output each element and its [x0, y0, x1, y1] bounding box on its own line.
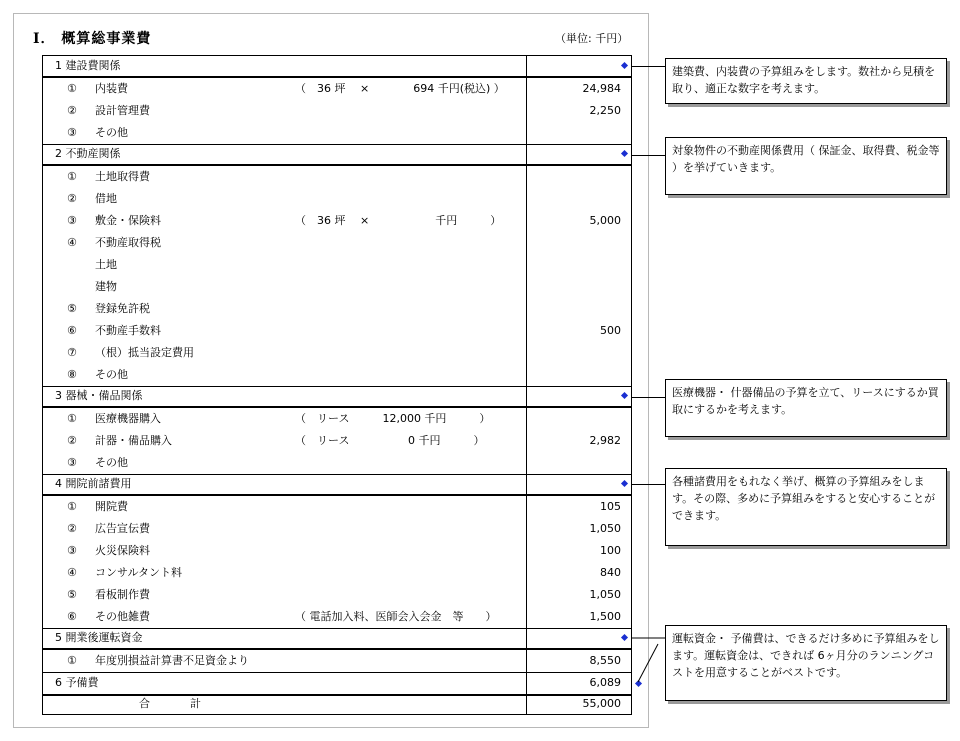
- item-number: ③: [67, 126, 77, 139]
- table-row: [43, 540, 631, 562]
- item-label: 登録免許税: [95, 302, 150, 315]
- item-amount: 1,050: [589, 588, 621, 601]
- item-detail: （ 電話加入料、医師会入会金 等 ）: [295, 610, 497, 623]
- item-number: ⑥: [67, 324, 77, 337]
- section-header: [43, 628, 631, 648]
- item-number: ③: [67, 214, 77, 227]
- table-row: [43, 78, 631, 100]
- note-working-capital: 運転資金・ 予備費は、できるだけ多めに予算組みをします。運転資金は、できれば 6ヶ月分のランニングコストを用意することがベストです。: [665, 625, 947, 701]
- note-connector: [632, 66, 665, 67]
- item-label: 計器・備品購入: [95, 434, 172, 447]
- item-label: 土地: [95, 258, 117, 271]
- table-row: [43, 452, 631, 474]
- item-label: 内装費: [95, 82, 128, 95]
- item-label: 借地: [95, 192, 117, 205]
- item-number: ④: [67, 566, 77, 579]
- item-amount: 840: [600, 566, 621, 579]
- item-number: ②: [67, 192, 77, 205]
- item-label: 建物: [95, 280, 117, 293]
- item-label: 開院費: [95, 500, 128, 513]
- table-row: [43, 562, 631, 584]
- unit-label: （単位: 千円）: [555, 32, 629, 45]
- item-label: 不動産手数料: [95, 324, 161, 337]
- total-amount: 55,000: [582, 697, 621, 710]
- total-row: [43, 693, 631, 715]
- table-row: [43, 166, 631, 188]
- item-number: ①: [67, 500, 77, 513]
- table-row: [43, 606, 631, 628]
- item-amount: 5,000: [589, 214, 621, 227]
- item-amount: 24,984: [582, 82, 621, 95]
- item-number: ③: [67, 544, 77, 557]
- item-label: その他: [95, 126, 128, 139]
- table-row: [43, 496, 631, 518]
- item-label: 医療機器購入: [95, 412, 161, 425]
- item-number: ①: [67, 170, 77, 183]
- note-connector: [632, 155, 665, 156]
- reserve-amount: 6,089: [589, 676, 621, 689]
- item-detail: （ リース 12,000 千円 ）: [295, 412, 491, 425]
- note-real-estate: 対象物件の不動産関係費用（ 保証金、取得費、税金等 ）を挙げていきます。: [665, 137, 947, 195]
- item-number: ②: [67, 434, 77, 447]
- item-amount: 105: [600, 500, 621, 513]
- note-construction: 建築費、内装費の予算組みをします。数社から見積を取り、適正な数字を考えます。: [665, 58, 947, 104]
- item-number: ⑤: [67, 302, 77, 315]
- item-number: ⑤: [67, 588, 77, 601]
- section-label: 5 開業後運転資金: [55, 631, 143, 644]
- table-row: [43, 584, 631, 606]
- table-row: [43, 298, 631, 320]
- table-row: [43, 364, 631, 386]
- section-header: [43, 386, 631, 406]
- item-label: 火災保険料: [95, 544, 150, 557]
- item-label: 看板制作費: [95, 588, 150, 601]
- table-row: [43, 254, 631, 276]
- table-row: [43, 188, 631, 210]
- item-detail: （ リース 0 千円 ）: [295, 434, 485, 447]
- item-amount: 1,050: [589, 522, 621, 535]
- item-label: （根）抵当設定費用: [95, 346, 194, 359]
- reserve-label: 6 予備費: [55, 676, 99, 689]
- note-connector: [632, 484, 665, 485]
- item-amount: 1,500: [589, 610, 621, 623]
- item-number: ⑥: [67, 610, 77, 623]
- item-label: その他: [95, 368, 128, 381]
- section-header: [43, 56, 631, 76]
- section-header: [43, 144, 631, 164]
- note-connector: [632, 397, 665, 398]
- item-number: ③: [67, 456, 77, 469]
- table-row: [43, 232, 631, 254]
- section-label: 4 開院前諸費用: [55, 477, 132, 490]
- table-row: [43, 518, 631, 540]
- page-title: Ⅰ． 概算総事業費: [33, 31, 152, 47]
- table-row: [43, 430, 631, 452]
- table-row: [43, 100, 631, 122]
- item-amount: 2,982: [589, 434, 621, 447]
- item-number: ②: [67, 104, 77, 117]
- item-amount: 2,250: [589, 104, 621, 117]
- item-number: ⑧: [67, 368, 77, 381]
- section-header: [43, 474, 631, 494]
- item-number: ④: [67, 236, 77, 249]
- table-row: [43, 276, 631, 298]
- item-number: ②: [67, 522, 77, 535]
- item-number: ⑦: [67, 346, 77, 359]
- item-label: 敷金・保険料: [95, 214, 161, 227]
- item-label: その他雑費: [95, 610, 150, 623]
- item-amount: 8,550: [589, 654, 621, 667]
- table-row: [43, 320, 631, 342]
- note-connector-lines: [630, 630, 670, 690]
- section-label: 3 器械・備品関係: [55, 389, 143, 402]
- table-row: [43, 650, 631, 672]
- table-row: [43, 210, 631, 232]
- item-detail: （ 36 坪 × 千円 ）: [295, 214, 502, 227]
- table-row: [43, 342, 631, 364]
- item-amount: 100: [600, 544, 621, 557]
- item-label: 不動産取得税: [95, 236, 161, 249]
- item-label: その他: [95, 456, 128, 469]
- item-label: コンサルタント料: [95, 566, 183, 579]
- item-amount: 500: [600, 324, 621, 337]
- note-opening-costs: 各種諸費用をもれなく挙げ、概算の予算組みをします。その際、多めに予算組みをすると安心することができます。: [665, 468, 947, 546]
- table-row: [43, 408, 631, 430]
- item-number: ①: [67, 412, 77, 425]
- item-label: 広告宣伝費: [95, 522, 150, 535]
- item-number: ①: [67, 82, 77, 95]
- item-label: 年度別損益計算書不足資金より: [95, 654, 249, 667]
- table-row: [43, 122, 631, 144]
- item-number: ①: [67, 654, 77, 667]
- reserve-row: [43, 673, 631, 693]
- section-label: 2 不動産関係: [55, 147, 121, 160]
- note-equipment: 医療機器・ 什器備品の予算を立て、リースにするか買取にするかを考えます。: [665, 379, 947, 437]
- item-detail: （ 36 坪 × 694 千円(税込) ）: [295, 82, 505, 95]
- item-label: 設計管理費: [95, 104, 150, 117]
- item-label: 土地取得費: [95, 170, 150, 183]
- section-label: 1 建設費関係: [55, 59, 121, 72]
- total-label: 合計: [139, 697, 241, 710]
